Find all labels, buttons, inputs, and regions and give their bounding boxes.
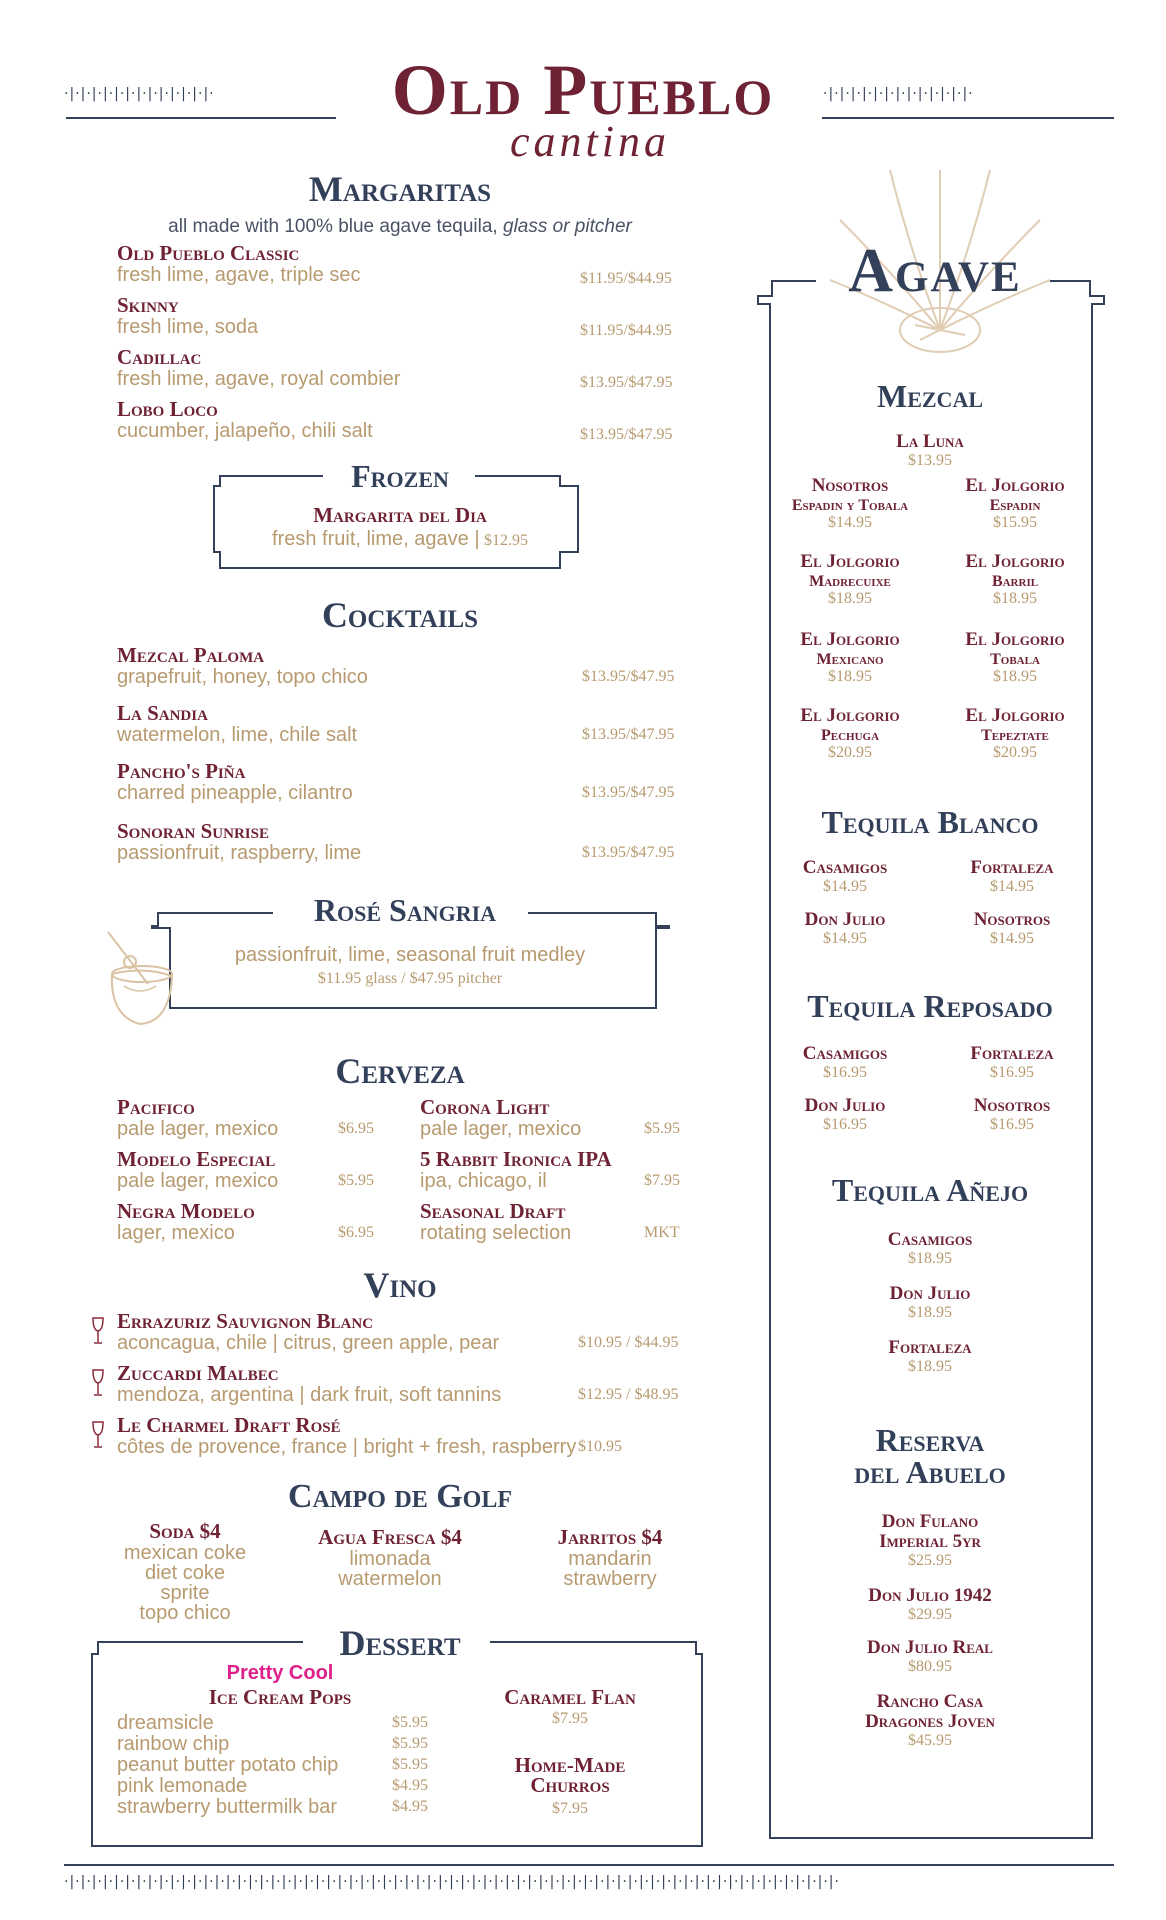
- wine-glass-icon: [90, 1368, 106, 1398]
- reposado-name: Don Julio: [804, 1095, 886, 1116]
- reserva-price: $25.95: [908, 1552, 952, 1569]
- mezcal-name-line2: Espadin: [989, 497, 1041, 514]
- margarita-name: Old Pueblo Classic: [117, 241, 300, 265]
- cocktail-desc: charred pineapple, cilantro: [117, 782, 353, 804]
- reserva-name-line2: Imperial 5yr: [879, 1531, 981, 1552]
- blanco-price: $14.95: [823, 878, 867, 895]
- margaritas-note-italic: glass or pitcher: [503, 216, 632, 237]
- campo-item: diet coke: [144, 1562, 226, 1584]
- reposado-price: $16.95: [990, 1064, 1034, 1081]
- dessert-churros-price: $7.95: [552, 1800, 588, 1817]
- cocktail-desc: passionfruit, raspberry, lime: [117, 842, 362, 864]
- pop-price: $5.95: [392, 1714, 428, 1731]
- blanco-price: $14.95: [990, 878, 1034, 895]
- cocktail-price: $13.95/$47.95: [582, 726, 675, 743]
- frozen-item-line: [220, 528, 580, 550]
- margarita-name: Lobo Loco: [117, 397, 218, 421]
- beer-name: Seasonal Draft: [420, 1199, 566, 1223]
- dessert-pops-title: Ice Cream Pops: [208, 1685, 352, 1709]
- mezcal-name-line1: El Jolgorio: [965, 705, 1065, 726]
- pop-name: strawberry buttermilk bar: [117, 1796, 338, 1818]
- frozen-item-price: $12.95: [483, 532, 528, 549]
- wine-glass-icon: [90, 1420, 106, 1450]
- reposado-name: Nosotros: [973, 1095, 1051, 1116]
- reserva-name-line1: Don Fulano: [881, 1511, 979, 1532]
- reserva-name-line2: Dragones Joven: [865, 1711, 995, 1732]
- reposado-price: $16.95: [990, 1116, 1034, 1133]
- campo-item: topo chico: [139, 1602, 231, 1624]
- wine-price: $10.95 / $44.95: [578, 1334, 679, 1351]
- section-title-vino: Vino: [363, 1265, 437, 1305]
- margaritas-note-plain: all made with 100% blue agave tequila,: [168, 216, 498, 237]
- campo-item: mandarin: [568, 1548, 652, 1570]
- beer-price: $5.95: [644, 1120, 680, 1137]
- pop-price: $5.95: [392, 1756, 428, 1773]
- margarita-price: $11.95/$44.95: [580, 270, 672, 287]
- reserva-price: $80.95: [908, 1658, 952, 1675]
- anejo-title: Tequila Añejo: [831, 1172, 1029, 1208]
- pop-name: dreamsicle: [117, 1712, 214, 1734]
- campo-item: watermelon: [338, 1568, 442, 1590]
- cocktail-name: Mezcal Paloma: [117, 643, 265, 667]
- sangria-desc: passionfruit, lime, seasonal fruit medley: [234, 944, 586, 966]
- agave-title: Agave: [848, 237, 1022, 305]
- mezcal-name-line2: Madrecuixe: [809, 573, 891, 590]
- mezcal-price: $20.95: [828, 744, 872, 761]
- footer-ornament-dots: ·|·|·|·|·|·|·|·|·|·|·|·|·|·|·|·|·|·|·|·|·|·|·|·|·|·|·|·|·|·|·|·|·|·|·|·|·|·|·|·|·|·|·|·|·|·|·|·|·|·|·|·|·|·|·|·|·|·|·|·|·|·|·|·|·|·|·|·|·|·: [64, 1874, 840, 1890]
- mezcal-name-line1: El Jolgorio: [800, 705, 900, 726]
- reposado-price: $16.95: [823, 1064, 867, 1081]
- mezcal-name-line2: Pechuga: [820, 727, 880, 744]
- beer-price: MKT: [644, 1224, 680, 1241]
- pop-name: pink lemonade: [117, 1775, 248, 1797]
- dessert-flan-price: $7.95: [552, 1710, 588, 1727]
- campo-item: sprite: [160, 1582, 210, 1604]
- margarita-price: $11.95/$44.95: [580, 322, 672, 339]
- cocktail-name: Pancho's Piña: [117, 759, 246, 783]
- mezcal-name-line2: Espadin y Tobala: [791, 497, 909, 514]
- wine-glass-icon: [90, 1316, 106, 1346]
- anejo-price: $18.95: [908, 1304, 952, 1321]
- mezcal-price: $18.95: [993, 668, 1037, 685]
- beer-price: $7.95: [644, 1172, 680, 1189]
- header-rule-right: [822, 117, 1114, 119]
- mezcal-name-line1: El Jolgorio: [965, 551, 1065, 572]
- blanco-title: Tequila Blanco: [821, 804, 1039, 840]
- pop-price: $4.95: [392, 1798, 428, 1815]
- pop-price: $4.95: [392, 1777, 428, 1794]
- margarita-name: Skinny: [117, 293, 179, 317]
- ornament-dots-right: ·|·|·|·|·|·|·|·|·|·|·|·|·|·: [823, 86, 974, 102]
- wine-name: Errazuriz Sauvignon Blanc: [117, 1309, 374, 1333]
- campo-name: Agua Fresca $4: [318, 1525, 462, 1549]
- section-title-sangria: Rosé Sangria: [313, 892, 497, 928]
- blanco-name: Nosotros: [973, 909, 1051, 930]
- beer-name: 5 Rabbit Ironica IPA: [420, 1147, 612, 1171]
- header-rule-left: [66, 117, 336, 119]
- sangria-glass-illustration: [100, 926, 190, 1036]
- section-title-cocktails: Cocktails: [321, 595, 479, 635]
- wine-price: $10.95: [578, 1438, 622, 1455]
- mezcal-price: $15.95: [993, 514, 1037, 531]
- reserva-price: $45.95: [908, 1732, 952, 1749]
- mezcal-price: $18.95: [828, 668, 872, 685]
- mezcal-top-name: La Luna: [896, 431, 964, 452]
- mezcal-price: $20.95: [993, 744, 1037, 761]
- margarita-desc: fresh lime, agave, triple sec: [117, 264, 361, 286]
- mezcal-price: $18.95: [993, 590, 1037, 607]
- reposado-price: $16.95: [823, 1116, 867, 1133]
- wine-name: Zuccardi Malbec: [117, 1361, 279, 1385]
- cocktail-price: $13.95/$47.95: [582, 844, 675, 861]
- margaritas-note: [110, 216, 690, 238]
- mezcal-name-line2: Barril: [991, 573, 1039, 590]
- mezcal-name-line1: El Jolgorio: [800, 551, 900, 572]
- frozen-item-name: Margarita del Dia: [313, 503, 487, 527]
- section-title-margaritas: Margaritas: [308, 169, 492, 209]
- beer-name: Corona Light: [420, 1095, 550, 1119]
- anejo-name: Casamigos: [887, 1229, 973, 1250]
- anejo-name: Don Julio: [889, 1283, 971, 1304]
- reposado-name: Fortaleza: [970, 1043, 1054, 1064]
- mezcal-name-line2: Mexicano: [816, 651, 884, 668]
- anejo-price: $18.95: [908, 1250, 952, 1267]
- beer-name: Pacifico: [117, 1095, 195, 1119]
- beer-price: $5.95: [338, 1172, 374, 1189]
- reserva-price: $29.95: [908, 1606, 952, 1623]
- campo-item: mexican coke: [123, 1542, 247, 1564]
- frozen-item-desc: fresh fruit, lime, agave |: [272, 528, 480, 550]
- mezcal-name-line2: Tobala: [990, 651, 1040, 668]
- reserva-title-line1: Reserva: [875, 1422, 985, 1458]
- beer-name: Modelo Especial: [117, 1147, 276, 1171]
- cocktail-price: $13.95/$47.95: [582, 668, 675, 685]
- wine-desc: mendoza, argentina | dark fruit, soft tannins: [117, 1384, 502, 1406]
- footer-rule: [64, 1864, 1114, 1866]
- blanco-name: Fortaleza: [970, 857, 1054, 878]
- pop-name: peanut butter potato chip: [117, 1754, 339, 1776]
- beer-price: $6.95: [338, 1120, 374, 1137]
- blanco-price: $14.95: [990, 930, 1034, 947]
- beer-price: $6.95: [338, 1224, 374, 1241]
- reserva-name-line1: Don Julio Real: [867, 1637, 993, 1658]
- campo-item: limonada: [349, 1548, 431, 1570]
- reserva-name-line1: Don Julio 1942: [868, 1585, 992, 1606]
- mezcal-name-line1: El Jolgorio: [800, 629, 900, 650]
- margarita-price: $13.95/$47.95: [580, 426, 673, 443]
- margarita-price: $13.95/$47.95: [580, 374, 673, 391]
- cocktail-name: La Sandia: [117, 701, 208, 725]
- section-title-campo: Campo de Golf: [288, 1478, 512, 1515]
- mezcal-name-line1: Nosotros: [811, 475, 889, 496]
- beer-desc: lager, mexico: [117, 1222, 235, 1244]
- section-title-dessert: Dessert: [339, 1623, 461, 1663]
- reposado-title: Tequila Reposado: [807, 988, 1053, 1024]
- beer-desc: ipa, chicago, il: [420, 1170, 547, 1192]
- mezcal-price: $18.95: [828, 590, 872, 607]
- campo-name: Soda $4: [149, 1519, 221, 1543]
- campo-item: strawberry: [563, 1568, 657, 1590]
- dessert-churros-name1: Home-Made: [514, 1753, 626, 1777]
- reposado-name: Casamigos: [802, 1043, 888, 1064]
- margarita-desc: fresh lime, soda: [117, 316, 259, 338]
- wine-name: Le Charmel Draft Rosé: [117, 1413, 341, 1437]
- blanco-price: $14.95: [823, 930, 867, 947]
- dessert-flan-name: Caramel Flan: [504, 1685, 636, 1709]
- cocktail-price: $13.95/$47.95: [582, 784, 675, 801]
- margarita-desc: fresh lime, agave, royal combier: [117, 368, 401, 390]
- beer-desc: rotating selection: [420, 1222, 572, 1244]
- margarita-name: Cadillac: [117, 345, 202, 369]
- beer-desc: pale lager, mexico: [117, 1118, 279, 1140]
- reserva-name-line1: Rancho Casa: [876, 1691, 984, 1712]
- cocktail-desc: grapefruit, honey, topo chico: [117, 666, 368, 688]
- cocktail-desc: watermelon, lime, chile salt: [117, 724, 358, 746]
- mezcal-top-price: $13.95: [908, 452, 952, 469]
- reserva-title-line2: del Abuelo: [854, 1454, 1006, 1490]
- blanco-name: Casamigos: [802, 857, 888, 878]
- page-title: Old Pueblo: [391, 50, 775, 130]
- mezcal-name-line1: El Jolgorio: [965, 475, 1065, 496]
- beer-desc: pale lager, mexico: [420, 1118, 582, 1140]
- page-subtitle: cantina: [510, 117, 670, 166]
- wine-price: $12.95 / $48.95: [578, 1386, 679, 1403]
- dessert-churros-name2: Churros: [530, 1773, 610, 1797]
- blanco-name: Don Julio: [804, 909, 886, 930]
- cocktail-name: Sonoran Sunrise: [117, 819, 269, 843]
- section-title-cerveza: Cerveza: [335, 1051, 465, 1091]
- anejo-price: $18.95: [908, 1358, 952, 1375]
- mezcal-title: Mezcal: [877, 378, 983, 414]
- pop-price: $5.95: [392, 1735, 428, 1752]
- mezcal-name-line1: El Jolgorio: [965, 629, 1065, 650]
- mezcal-name-line2: Tepeztate: [981, 727, 1049, 744]
- beer-desc: pale lager, mexico: [117, 1170, 279, 1192]
- beer-name: Negra Modelo: [117, 1199, 255, 1223]
- sangria-price: $11.95 glass / $47.95 pitcher: [317, 970, 503, 987]
- mezcal-price: $14.95: [828, 514, 872, 531]
- campo-name: Jarritos $4: [557, 1525, 663, 1549]
- wine-desc: côtes de provence, france | bright + fresh, raspberry: [117, 1436, 577, 1458]
- margarita-desc: cucumber, jalapeño, chili salt: [117, 420, 373, 442]
- wine-desc: aconcagua, chile | citrus, green apple, pear: [117, 1332, 500, 1354]
- section-title-frozen: Frozen: [351, 458, 449, 494]
- dessert-brand: Pretty Cool: [226, 1662, 334, 1684]
- ornament-dots-left: ·|·|·|·|·|·|·|·|·|·|·|·|·|·: [64, 86, 215, 102]
- pop-name: rainbow chip: [117, 1733, 230, 1755]
- anejo-name: Fortaleza: [888, 1337, 972, 1358]
